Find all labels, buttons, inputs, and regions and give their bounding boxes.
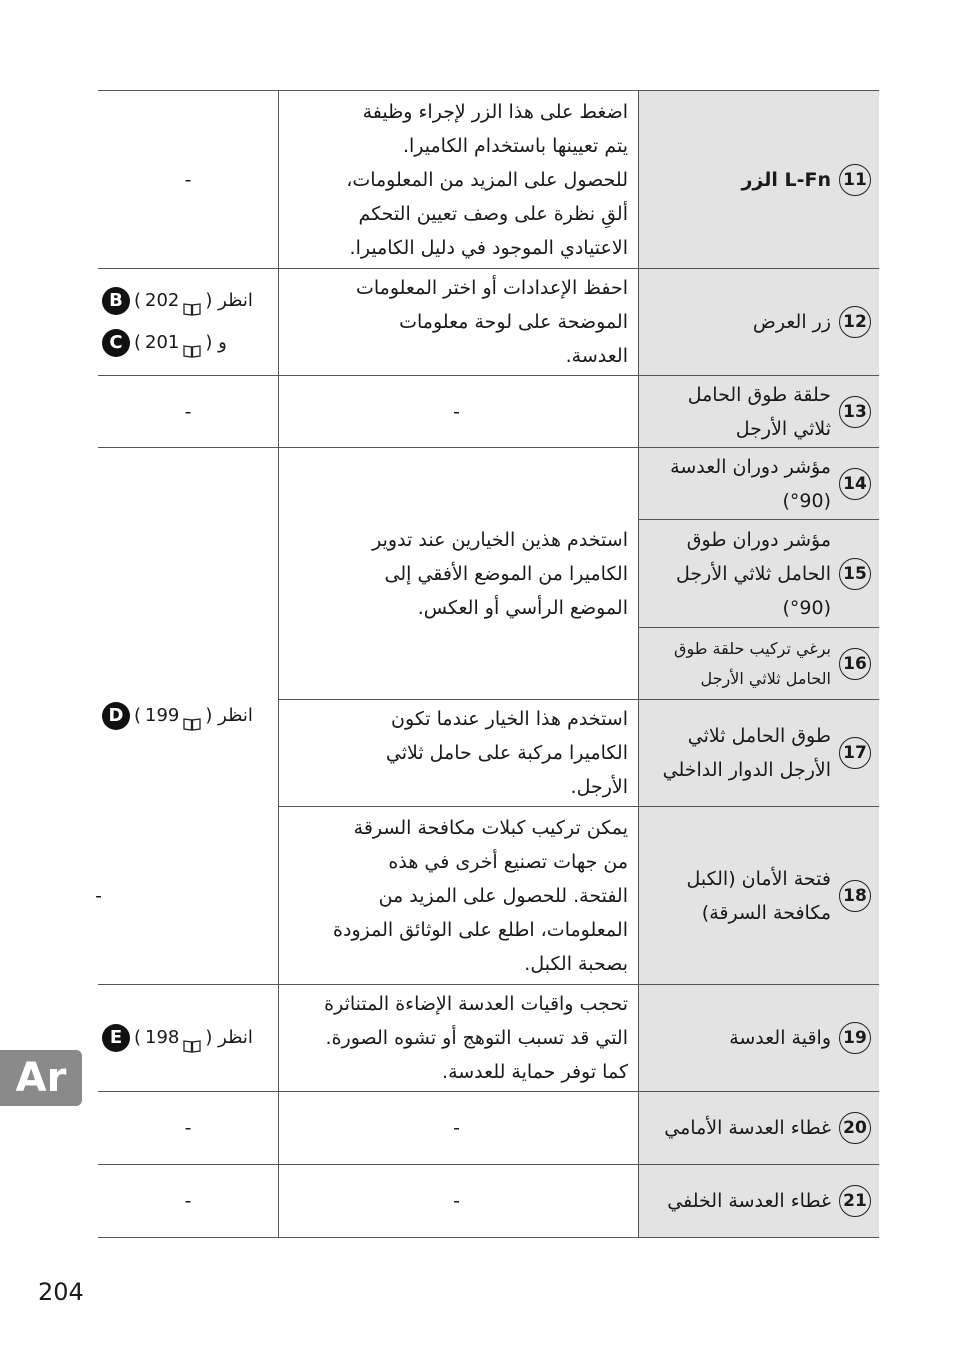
part-number: 19 (839, 1022, 871, 1054)
page-number: 204 (38, 1278, 84, 1306)
description-line: الموضحة على لوحة معلومات (399, 311, 628, 333)
reference-text: انظر ( (205, 705, 253, 726)
part-name: حلقة طوق الحامل ثلاثي الأرجل (687, 383, 831, 440)
table-row (98, 91, 879, 269)
part-number: 20 (839, 1112, 871, 1144)
part-name: برغي تركيب حلقة طوق الحامل ثلاثي الأرجل (674, 638, 831, 688)
description-line: للحصول على المزيد من المعلومات، (346, 168, 628, 191)
part-number: 14 (839, 468, 871, 500)
description-line: الكاميرا مركبة على حامل ثلاثي (385, 742, 628, 764)
description-line: اضغط على هذا الزر لإجراء وظيفة (362, 100, 628, 123)
description-line: الكاميرا من الموضع الأفقي إلى (384, 562, 628, 585)
reference-cell (98, 1165, 279, 1238)
empty-dash: - (184, 168, 192, 191)
table-row (98, 985, 879, 1092)
part-name: مؤشر دوران العدسة (90°) (670, 455, 831, 512)
description-line: ألقِ نظرة على وصف تعيين التحكم (358, 202, 628, 225)
part-name-cell (639, 1165, 880, 1238)
description-line: التي قد تسبب التوهج أو تشوه الصورة. (325, 1027, 628, 1049)
reference-cell (98, 91, 279, 269)
reference-text: انظر ( (205, 1027, 253, 1048)
part-name-cell (639, 985, 880, 1092)
part-number: 18 (839, 880, 871, 912)
table-row (98, 1165, 879, 1238)
book-icon (183, 336, 201, 350)
description-line: الأرجل. (570, 776, 628, 798)
part-name: فتحة الأمان (الكبل مكافحة السرقة) (686, 867, 831, 924)
empty-dash: - (453, 400, 460, 423)
description-line: بصحبة الكبل. (524, 952, 628, 975)
description-cell (279, 1092, 639, 1165)
table-row (98, 448, 879, 520)
page-reference[interactable]: و ( 201 ) C (102, 326, 227, 360)
part-number: 11 (839, 164, 871, 196)
description-cell (279, 91, 639, 269)
description-line: تحجب واقيات العدسة الإضاءة المتناثرة (324, 993, 628, 1015)
part-number: 21 (839, 1185, 871, 1217)
page-reference[interactable]: انظر ( 202 ) B (102, 284, 253, 318)
description-line: يمكن تركيب كبلات مكافحة السرقة (353, 816, 628, 839)
part-number: 15 (839, 558, 871, 590)
part-number: 13 (839, 396, 871, 428)
parts-table (95, 90, 879, 1238)
page-reference[interactable]: انظر ( 198 ) E (102, 1021, 253, 1055)
part-name-cell (639, 700, 880, 807)
part-name: واقية العدسة (729, 1027, 831, 1049)
description-cell (279, 376, 639, 448)
part-name: طوق الحامل ثلاثي الأرجل الدوار الداخلي (662, 725, 831, 781)
reference-text: انظر ( (205, 290, 253, 311)
page-number-ref: 198 (145, 1027, 180, 1048)
part-number: 16 (839, 648, 871, 680)
reference-text: و ( (205, 332, 227, 353)
description-cell (279, 700, 639, 807)
description-line: كما توفر حماية للعدسة. (442, 1061, 628, 1083)
description-line: استخدم هذين الخيارين عند تدوير (372, 528, 628, 551)
page-reference[interactable]: انظر ( 199 ) D (102, 699, 253, 733)
reference-cell (98, 269, 279, 376)
empty-dash: - (184, 1190, 192, 1212)
page-number-ref: 199 (145, 705, 180, 726)
part-name: غطاء العدسة الأمامي (664, 1117, 831, 1139)
reference-cell (98, 376, 279, 448)
empty-dash: - (95, 884, 102, 907)
description-line: الموضع الرأسي أو العكس. (417, 596, 628, 619)
part-number: 12 (839, 306, 871, 338)
part-name-cell (639, 376, 880, 448)
badge-e: E (102, 1024, 130, 1052)
book-icon (183, 1031, 201, 1045)
description-line: احفظ الإعدادات أو اختر المعلومات (355, 277, 628, 299)
part-name-cell (639, 520, 880, 628)
part-name: زر العرض (752, 311, 831, 333)
language-tab: Ar (0, 1050, 82, 1106)
empty-dash: - (184, 400, 192, 423)
description-cell (279, 269, 639, 376)
part-name: L-Fn الزر (741, 168, 831, 191)
book-icon (183, 294, 201, 308)
badge-d: D (102, 702, 130, 730)
description-cell (279, 1165, 639, 1238)
description-line: يتم تعيينها باستخدام الكاميرا. (402, 134, 628, 157)
part-name-cell (639, 269, 880, 376)
reference-cell (98, 448, 279, 985)
part-name-cell (639, 448, 880, 520)
table-row (98, 269, 879, 376)
description-line: استخدم هذا الخيار عندما تكون (391, 708, 628, 730)
part-name: غطاء العدسة الخلفي (667, 1190, 831, 1212)
part-name-cell (639, 1092, 880, 1165)
page-number-ref: 201 (145, 332, 180, 353)
part-name-cell (639, 628, 880, 700)
part-name-cell (639, 807, 880, 985)
part-name: مؤشر دوران طوق الحامل ثلاثي الأرجل (90°) (676, 528, 831, 619)
badge-c: C (102, 329, 130, 357)
description-line: من جهات تصنيع أخرى في هذه (388, 850, 628, 873)
part-number: 17 (839, 737, 871, 769)
description-line: المعلومات، اطلع على الوثائق المزودة (333, 918, 628, 941)
reference-cell (98, 1092, 279, 1165)
table-row (98, 376, 879, 448)
empty-dash: - (453, 1190, 460, 1212)
empty-dash: - (453, 1117, 460, 1139)
empty-dash: - (184, 1117, 192, 1139)
description-line: الفتحة. للحصول على المزيد من (378, 884, 628, 907)
badge-b: B (102, 287, 130, 315)
description-cell (279, 448, 639, 700)
part-name-cell (639, 91, 880, 269)
book-icon (183, 709, 201, 723)
page-number-ref: 202 (145, 290, 180, 311)
description-line: العدسة. (565, 345, 628, 367)
table-row (98, 1092, 879, 1165)
reference-cell (98, 985, 279, 1092)
description-line: الاعتيادي الموجود في دليل الكاميرا. (349, 236, 628, 259)
description-cell (279, 807, 639, 985)
description-cell (279, 985, 639, 1092)
